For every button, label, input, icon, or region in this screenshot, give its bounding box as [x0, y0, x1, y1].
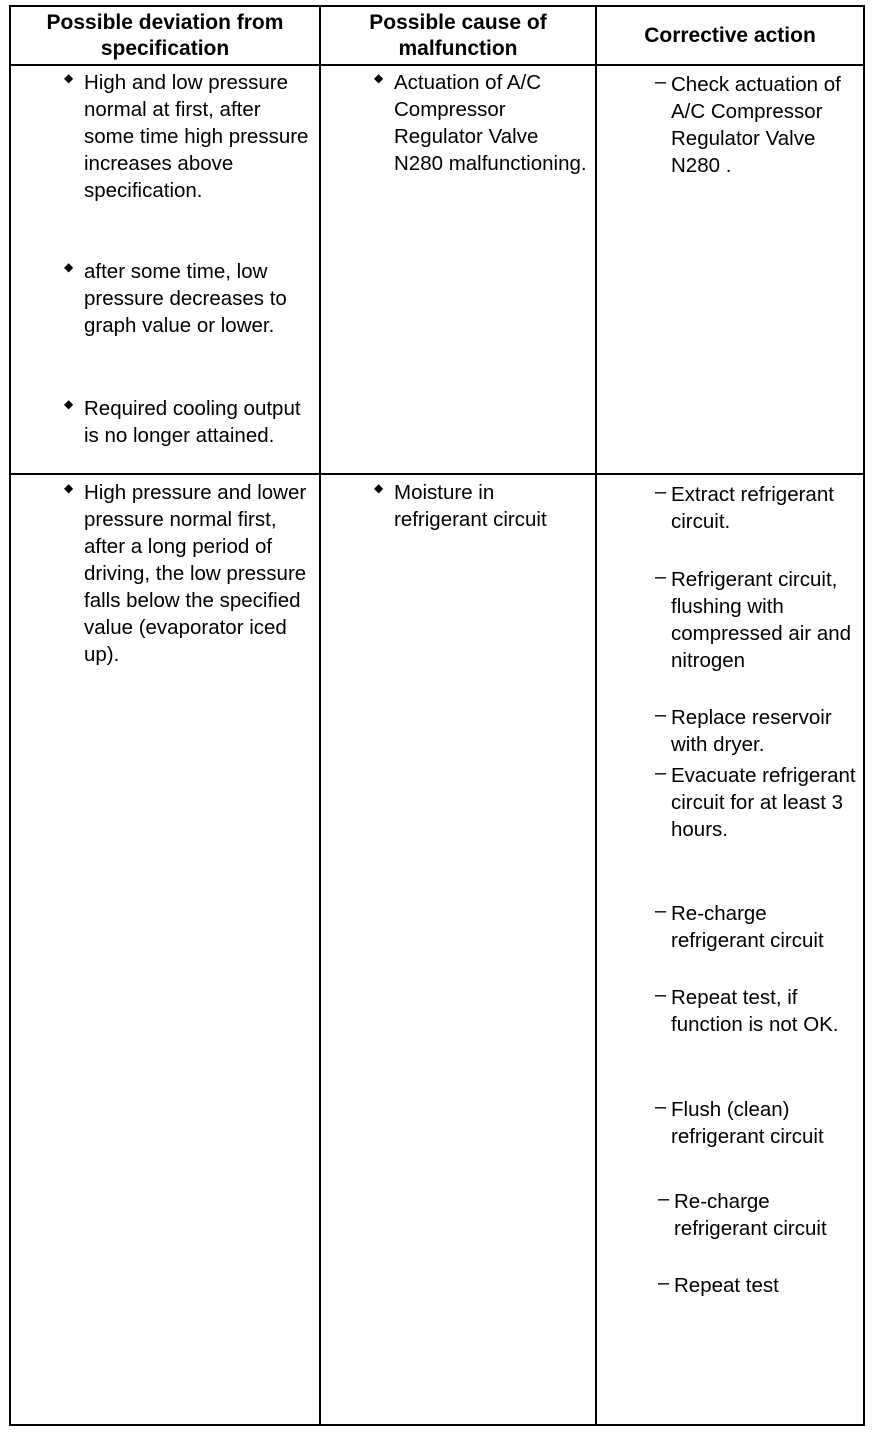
deviation-text: Required cooling output is no longer attained.	[84, 397, 301, 447]
dash-icon: –	[655, 984, 667, 1006]
bullet-diamond-icon: ◆	[64, 260, 74, 274]
cause-text: Moisture in refrigerant circuit	[394, 481, 547, 531]
deviation-item	[64, 479, 319, 668]
deviation-text: after some time, low pressure decreases to graph value or lower.	[84, 260, 287, 337]
dash-icon: –	[655, 566, 667, 588]
bullet-diamond-icon: ◆	[64, 71, 74, 85]
bullet-diamond-icon: ◆	[374, 481, 384, 495]
header-divider	[11, 64, 863, 66]
dash-icon: –	[655, 900, 667, 922]
action-item	[655, 71, 861, 179]
action-item	[655, 762, 861, 843]
column-divider	[319, 7, 321, 1424]
header-deviation: Possible deviation from specification	[46, 10, 284, 60]
column-divider	[595, 7, 597, 1424]
dash-icon: –	[658, 1188, 670, 1210]
cause-item	[374, 69, 592, 177]
action-item	[658, 1188, 864, 1242]
troubleshooting-table	[9, 5, 865, 1426]
cause-text: Actuation of A/C Compressor Regulator Valve N280 malfunctioning.	[394, 71, 587, 175]
action-text: Flush (clean) refrigerant circuit	[671, 1098, 824, 1148]
dash-icon: –	[655, 762, 667, 784]
action-text: Re-charge refrigerant circuit	[671, 902, 824, 952]
cause-item	[374, 479, 592, 533]
action-text: Evacuate refrigerant circuit for at least 3 hours.	[671, 764, 856, 841]
dash-icon: –	[658, 1272, 670, 1294]
dash-icon: –	[655, 704, 667, 726]
deviation-item	[64, 69, 314, 204]
dash-icon: –	[655, 71, 667, 93]
bullet-diamond-icon: ◆	[64, 397, 74, 411]
action-item	[655, 704, 866, 758]
action-item	[658, 1272, 864, 1299]
action-item	[655, 984, 846, 1038]
action-item	[655, 1096, 861, 1150]
action-text: Repeat test	[674, 1274, 779, 1297]
header-action: Corrective action	[644, 23, 816, 47]
dash-icon: –	[655, 1096, 667, 1118]
deviation-text: High pressure and lower pressure normal first, after a long period of driving, the low pressure falls below the specified value (evaporator iced up).	[84, 481, 307, 666]
deviation-text: High and low pressure normal at first, after some time high pressure increases above specification.	[84, 71, 309, 202]
action-text: Repeat test, if function is not OK.	[671, 986, 839, 1036]
action-text: Refrigerant circuit, flushing with compressed air and nitrogen	[671, 568, 852, 672]
action-item	[655, 481, 866, 535]
bullet-diamond-icon: ◆	[374, 71, 384, 85]
action-item	[655, 900, 861, 954]
deviation-item	[64, 258, 314, 339]
action-text: Re-charge refrigerant circuit	[674, 1190, 827, 1240]
dash-icon: –	[655, 481, 667, 503]
action-text: Check actuation of A/C Compressor Regulator Valve N280 .	[671, 73, 841, 177]
row-divider	[11, 473, 863, 475]
bullet-diamond-icon: ◆	[64, 481, 74, 495]
action-text: Replace reservoir with dryer.	[671, 706, 832, 756]
action-item	[655, 566, 861, 674]
header-cause: Possible cause of malfunction	[369, 10, 547, 60]
action-text: Extract refrigerant circuit.	[671, 483, 834, 533]
deviation-item	[64, 395, 314, 449]
